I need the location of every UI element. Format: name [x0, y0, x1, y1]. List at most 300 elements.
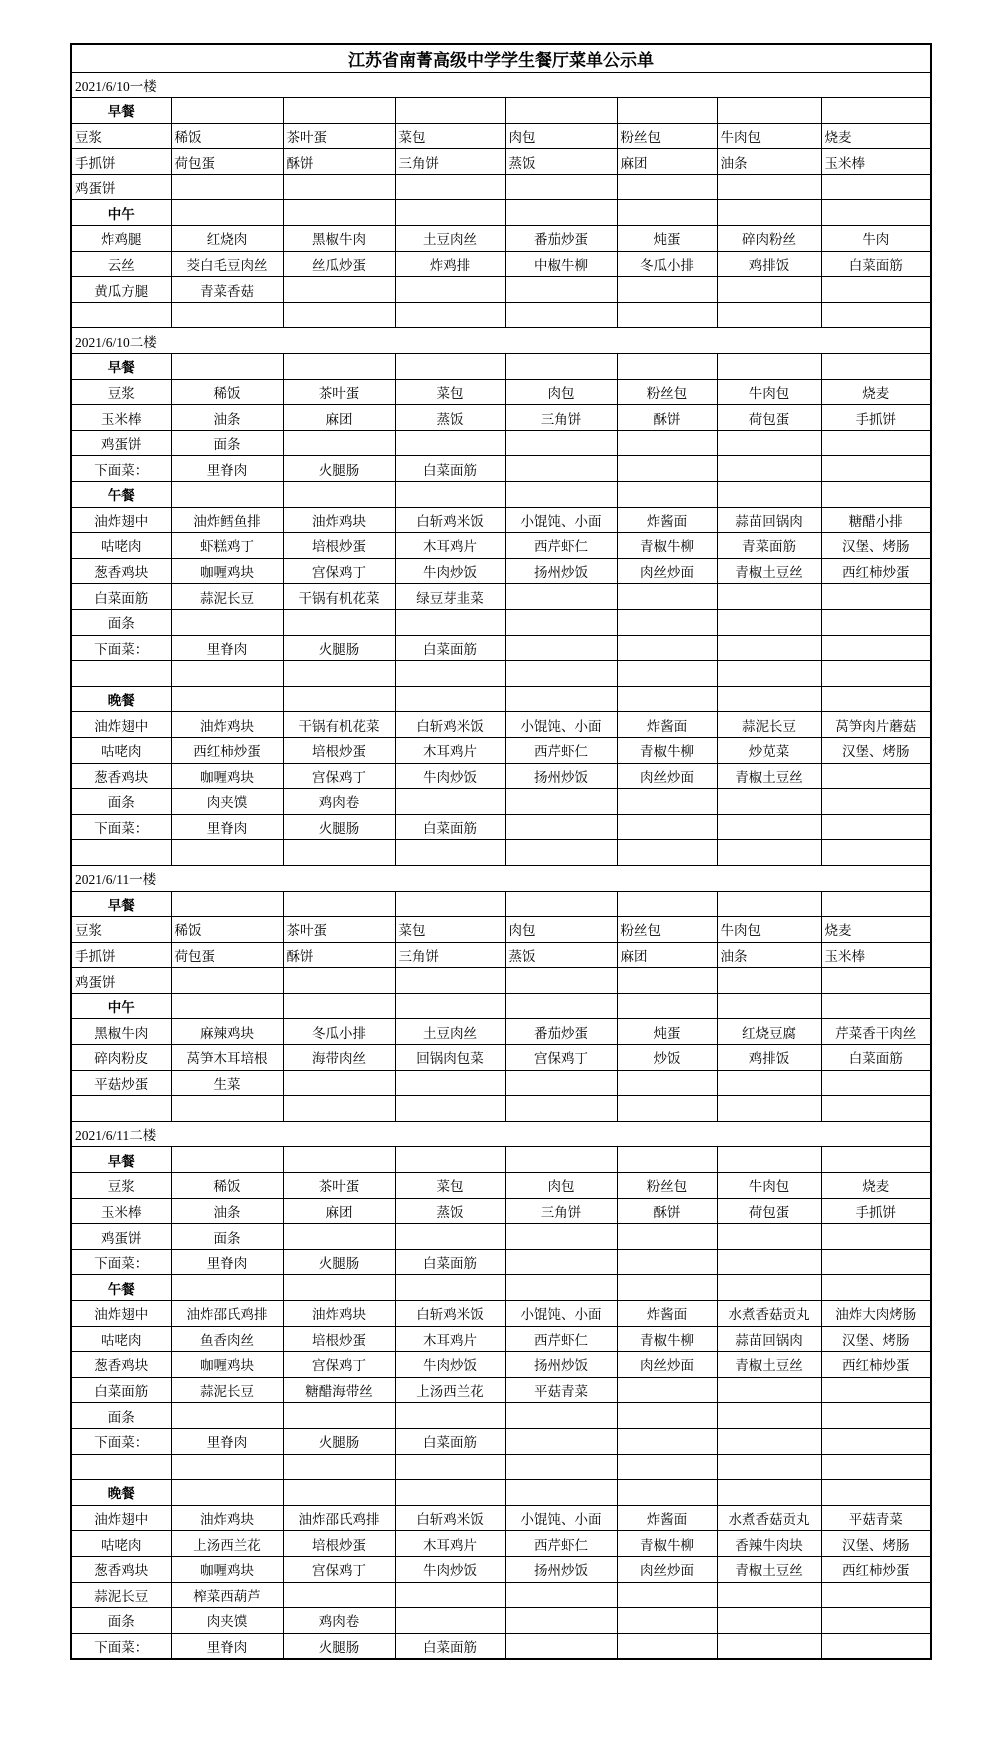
- menu-item-cell: 粉丝包: [617, 379, 717, 405]
- menu-item-cell: 西红柿炒蛋: [821, 558, 931, 584]
- menu-item-cell: 培根炒蛋: [283, 1326, 395, 1352]
- menu-item-cell: 白菜面筋: [395, 1633, 505, 1659]
- menu-item-cell: 手抓饼: [71, 149, 171, 175]
- menu-row: [71, 123, 931, 149]
- empty-cell: [395, 789, 505, 815]
- menu-item-cell: 蒸饭: [505, 149, 617, 175]
- empty-cell: [821, 1275, 931, 1301]
- menu-row: [71, 1301, 931, 1327]
- menu-row: [71, 789, 931, 815]
- menu-row: [71, 1224, 931, 1250]
- menu-item-cell: 木耳鸡片: [395, 737, 505, 763]
- empty-cell: [505, 1480, 617, 1506]
- menu-item-cell: 酥饼: [283, 149, 395, 175]
- menu-item-cell: 汉堡、烤肠: [821, 737, 931, 763]
- empty-cell: [283, 200, 395, 226]
- meal-header-row: [71, 891, 931, 917]
- empty-cell: [283, 430, 395, 456]
- menu-item-cell: 稀饭: [171, 1173, 283, 1199]
- menu-item-cell: 玉米棒: [71, 1198, 171, 1224]
- menu-item-cell: 绿豆芽韭菜: [395, 584, 505, 610]
- empty-cell: [617, 302, 717, 328]
- menu-item-cell: 蒜苗回锅肉: [717, 507, 821, 533]
- empty-cell: [821, 1377, 931, 1403]
- empty-cell: [171, 686, 283, 712]
- menu-row: [71, 1019, 931, 1045]
- empty-cell: [505, 1582, 617, 1608]
- empty-cell: [821, 302, 931, 328]
- menu-row: [71, 1249, 931, 1275]
- empty-cell: [821, 482, 931, 508]
- empty-cell: [717, 584, 821, 610]
- menu-row: [71, 661, 931, 687]
- menu-item-cell: 云丝: [71, 251, 171, 277]
- menu-item-cell: 火腿肠: [283, 1428, 395, 1454]
- menu-item-cell: 白斩鸡米饭: [395, 1505, 505, 1531]
- menu-item-cell: 肉包: [505, 123, 617, 149]
- empty-cell: [617, 584, 717, 610]
- empty-cell: [617, 1147, 717, 1173]
- menu-item-cell: 青菜香菇: [171, 277, 283, 303]
- menu-item-cell: 黑椒牛肉: [71, 1019, 171, 1045]
- empty-cell: [821, 1480, 931, 1506]
- empty-cell: [395, 1403, 505, 1429]
- empty-cell: [505, 1147, 617, 1173]
- empty-cell: [395, 609, 505, 635]
- menu-row: [71, 1326, 931, 1352]
- empty-cell: [395, 174, 505, 200]
- menu-item-cell: 咕咾肉: [71, 1531, 171, 1557]
- menu-item-cell: 下面菜：: [71, 1249, 171, 1275]
- menu-item-cell: 宫保鸡丁: [283, 763, 395, 789]
- empty-cell: [171, 661, 283, 687]
- menu-item-cell: 培根炒蛋: [283, 737, 395, 763]
- date-section-row: [71, 72, 931, 98]
- menu-item-cell: 里脊肉: [171, 1249, 283, 1275]
- menu-item-cell: 茶叶蛋: [283, 123, 395, 149]
- empty-cell: [283, 968, 395, 994]
- menu-item-cell: 上汤西兰花: [171, 1531, 283, 1557]
- empty-cell: [617, 98, 717, 124]
- menu-item-cell: 白菜面筋: [71, 1377, 171, 1403]
- empty-cell: [717, 1096, 821, 1122]
- menu-item-cell: 下面菜：: [71, 456, 171, 482]
- menu-item-cell: 扬州炒饭: [505, 1352, 617, 1378]
- date-section-row: [71, 865, 931, 891]
- empty-cell: [717, 661, 821, 687]
- empty-cell: [821, 1224, 931, 1250]
- empty-cell: [395, 430, 505, 456]
- empty-cell: [617, 200, 717, 226]
- menu-item-cell: 肉丝炒面: [617, 763, 717, 789]
- menu-row: [71, 1608, 931, 1634]
- menu-row: [71, 814, 931, 840]
- menu-item-cell: 菜包: [395, 1173, 505, 1199]
- empty-cell: [717, 1224, 821, 1250]
- menu-item-cell: 蒜泥长豆: [717, 712, 821, 738]
- menu-item-cell: 西芹虾仁: [505, 533, 617, 559]
- empty-cell: [395, 891, 505, 917]
- menu-item-cell: 莴笋木耳培根: [171, 1045, 283, 1071]
- empty-cell: [395, 661, 505, 687]
- menu-item-cell: 牛肉炒饭: [395, 763, 505, 789]
- empty-cell: [821, 1070, 931, 1096]
- menu-item-cell: 青菜面筋: [717, 533, 821, 559]
- menu-row: [71, 737, 931, 763]
- empty-cell: [505, 635, 617, 661]
- empty-cell: [505, 98, 617, 124]
- menu-item-cell: 咖喱鸡块: [171, 1352, 283, 1378]
- menu-row: [71, 635, 931, 661]
- empty-cell: [505, 1608, 617, 1634]
- empty-cell: [617, 1377, 717, 1403]
- empty-cell: [505, 661, 617, 687]
- empty-cell: [283, 609, 395, 635]
- empty-cell: [171, 200, 283, 226]
- menu-item-cell: 三角饼: [505, 405, 617, 431]
- menu-item-cell: 里脊肉: [171, 456, 283, 482]
- menu-row: [71, 405, 931, 431]
- menu-item-cell: 肉丝炒面: [617, 1556, 717, 1582]
- menu-item-cell: 干锅有机花菜: [283, 712, 395, 738]
- empty-cell: [505, 1454, 617, 1480]
- menu-item-cell: 平菇青菜: [505, 1377, 617, 1403]
- menu-item-cell: 牛肉包: [717, 917, 821, 943]
- empty-cell: [283, 277, 395, 303]
- menu-item-cell: 鸡肉卷: [283, 789, 395, 815]
- empty-cell: [821, 993, 931, 1019]
- empty-cell: [171, 174, 283, 200]
- empty-cell: [505, 456, 617, 482]
- empty-cell: [171, 968, 283, 994]
- empty-cell: [171, 354, 283, 380]
- empty-cell: [171, 1480, 283, 1506]
- menu-item-cell: 蒸饭: [505, 942, 617, 968]
- empty-cell: [821, 1428, 931, 1454]
- menu-item-cell: 糖醋海带丝: [283, 1377, 395, 1403]
- empty-cell: [505, 584, 617, 610]
- empty-cell: [717, 968, 821, 994]
- empty-cell: [821, 1147, 931, 1173]
- empty-cell: [617, 1275, 717, 1301]
- menu-item-cell: 火腿肠: [283, 456, 395, 482]
- empty-cell: [717, 302, 821, 328]
- menu-item-cell: 西红柿炒蛋: [171, 737, 283, 763]
- menu-item-cell: 麻团: [283, 405, 395, 431]
- empty-cell: [283, 661, 395, 687]
- empty-cell: [505, 840, 617, 866]
- menu-item-cell: 鸡蛋饼: [71, 174, 171, 200]
- empty-cell: [505, 174, 617, 200]
- menu-item-cell: 玉米棒: [821, 149, 931, 175]
- meal-label: 午餐: [71, 482, 171, 508]
- menu-item-cell: 酥饼: [617, 405, 717, 431]
- empty-cell: [71, 1454, 171, 1480]
- empty-cell: [395, 200, 505, 226]
- empty-cell: [617, 1633, 717, 1659]
- empty-cell: [395, 1582, 505, 1608]
- menu-item-cell: 丝瓜炒蛋: [283, 251, 395, 277]
- empty-cell: [171, 1147, 283, 1173]
- menu-item-cell: 烧麦: [821, 379, 931, 405]
- empty-cell: [395, 840, 505, 866]
- menu-item-cell: 手抓饼: [71, 942, 171, 968]
- empty-cell: [821, 584, 931, 610]
- menu-row: [71, 456, 931, 482]
- empty-cell: [617, 482, 717, 508]
- menu-item-cell: 炸酱面: [617, 1505, 717, 1531]
- menu-item-cell: 肉包: [505, 917, 617, 943]
- menu-row: [71, 1428, 931, 1454]
- menu-item-cell: 荷包蛋: [717, 405, 821, 431]
- empty-cell: [717, 1582, 821, 1608]
- menu-item-cell: 面条: [71, 1403, 171, 1429]
- empty-cell: [71, 840, 171, 866]
- empty-cell: [171, 1403, 283, 1429]
- menu-item-cell: 平菇青菜: [821, 1505, 931, 1531]
- menu-item-cell: 炒苋菜: [717, 737, 821, 763]
- menu-item-cell: 火腿肠: [283, 1633, 395, 1659]
- menu-item-cell: 香辣牛肉块: [717, 1531, 821, 1557]
- menu-row: [71, 1377, 931, 1403]
- empty-cell: [717, 609, 821, 635]
- menu-item-cell: 面条: [171, 1224, 283, 1250]
- empty-cell: [171, 482, 283, 508]
- empty-cell: [171, 891, 283, 917]
- menu-item-cell: 黄瓜方腿: [71, 277, 171, 303]
- menu-item-cell: 青椒牛柳: [617, 1326, 717, 1352]
- menu-item-cell: 西红柿炒蛋: [821, 1352, 931, 1378]
- menu-item-cell: 葱香鸡块: [71, 763, 171, 789]
- menu-row: [71, 584, 931, 610]
- empty-cell: [717, 814, 821, 840]
- menu-item-cell: 三角饼: [505, 1198, 617, 1224]
- menu-row: [71, 1198, 931, 1224]
- menu-item-cell: 青椒牛柳: [617, 533, 717, 559]
- empty-cell: [505, 354, 617, 380]
- section-date-label: 2021/6/10二楼: [71, 328, 931, 354]
- menu-item-cell: 白斩鸡米饭: [395, 712, 505, 738]
- menu-item-cell: 酥饼: [617, 1198, 717, 1224]
- menu-item-cell: 稀饭: [171, 917, 283, 943]
- menu-item-cell: 咖喱鸡块: [171, 763, 283, 789]
- menu-item-cell: 青椒土豆丝: [717, 558, 821, 584]
- menu-row: [71, 277, 931, 303]
- menu-row: [71, 1531, 931, 1557]
- menu-item-cell: 肉丝炒面: [617, 1352, 717, 1378]
- menu-item-cell: 牛肉炒饭: [395, 558, 505, 584]
- menu-item-cell: 油条: [171, 405, 283, 431]
- empty-cell: [821, 635, 931, 661]
- meal-label: 早餐: [71, 354, 171, 380]
- empty-cell: [617, 456, 717, 482]
- empty-cell: [617, 1224, 717, 1250]
- empty-cell: [717, 635, 821, 661]
- menu-item-cell: 鸡排饭: [717, 1045, 821, 1071]
- empty-cell: [717, 1608, 821, 1634]
- empty-cell: [171, 1454, 283, 1480]
- empty-cell: [617, 1070, 717, 1096]
- menu-item-cell: 菜包: [395, 379, 505, 405]
- menu-item-cell: 豆浆: [71, 123, 171, 149]
- empty-cell: [617, 1454, 717, 1480]
- empty-cell: [283, 1275, 395, 1301]
- meal-header-row: [71, 1147, 931, 1173]
- empty-cell: [717, 430, 821, 456]
- empty-cell: [505, 968, 617, 994]
- menu-item-cell: 培根炒蛋: [283, 1531, 395, 1557]
- menu-item-cell: 汉堡、烤肠: [821, 533, 931, 559]
- menu-item-cell: 火腿肠: [283, 635, 395, 661]
- menu-item-cell: 莴笋肉片蘑菇: [821, 712, 931, 738]
- menu-item-cell: 面条: [171, 430, 283, 456]
- empty-cell: [821, 1249, 931, 1275]
- empty-cell: [821, 354, 931, 380]
- empty-cell: [283, 1582, 395, 1608]
- empty-cell: [717, 993, 821, 1019]
- menu-item-cell: 木耳鸡片: [395, 1326, 505, 1352]
- empty-cell: [505, 1096, 617, 1122]
- menu-item-cell: 牛肉: [821, 226, 931, 252]
- menu-item-cell: 白菜面筋: [821, 1045, 931, 1071]
- menu-item-cell: 手抓饼: [821, 1198, 931, 1224]
- menu-item-cell: 小馄饨、小面: [505, 1505, 617, 1531]
- menu-item-cell: 碎肉粉皮: [71, 1045, 171, 1071]
- empty-cell: [395, 1275, 505, 1301]
- menu-item-cell: 油炸邵氏鸡排: [283, 1505, 395, 1531]
- menu-item-cell: 白菜面筋: [395, 1249, 505, 1275]
- menu-item-cell: 鸡排饭: [717, 251, 821, 277]
- empty-cell: [171, 993, 283, 1019]
- title-row: [71, 44, 931, 72]
- menu-item-cell: 下面菜：: [71, 814, 171, 840]
- menu-item-cell: 菜包: [395, 123, 505, 149]
- menu-item-cell: 油炸翅中: [71, 1505, 171, 1531]
- empty-cell: [717, 1070, 821, 1096]
- menu-row: [71, 1403, 931, 1429]
- menu-item-cell: 小馄饨、小面: [505, 507, 617, 533]
- menu-item-cell: 牛肉包: [717, 123, 821, 149]
- empty-cell: [395, 1224, 505, 1250]
- menu-item-cell: 粉丝包: [617, 917, 717, 943]
- empty-cell: [717, 1633, 821, 1659]
- menu-row: [71, 712, 931, 738]
- empty-cell: [717, 1377, 821, 1403]
- empty-cell: [821, 891, 931, 917]
- meal-label: 早餐: [71, 1147, 171, 1173]
- menu-item-cell: 面条: [71, 1608, 171, 1634]
- menu-item-cell: 宫保鸡丁: [283, 1556, 395, 1582]
- empty-cell: [821, 661, 931, 687]
- menu-item-cell: 炸鸡腿: [71, 226, 171, 252]
- menu-item-cell: 三角饼: [395, 149, 505, 175]
- meal-header-row: [71, 98, 931, 124]
- empty-cell: [505, 814, 617, 840]
- menu-item-cell: 咕咾肉: [71, 737, 171, 763]
- empty-cell: [171, 302, 283, 328]
- empty-cell: [821, 1582, 931, 1608]
- menu-row: [71, 174, 931, 200]
- meal-label: 早餐: [71, 891, 171, 917]
- empty-cell: [717, 174, 821, 200]
- empty-cell: [283, 891, 395, 917]
- empty-cell: [821, 814, 931, 840]
- empty-cell: [395, 98, 505, 124]
- menu-row: [71, 942, 931, 968]
- menu-row: [71, 1454, 931, 1480]
- menu-item-cell: 咖喱鸡块: [171, 558, 283, 584]
- empty-cell: [505, 993, 617, 1019]
- empty-cell: [617, 1480, 717, 1506]
- empty-cell: [717, 1428, 821, 1454]
- menu-item-cell: 麻团: [617, 942, 717, 968]
- menu-item-cell: 肉丝炒面: [617, 558, 717, 584]
- empty-cell: [71, 302, 171, 328]
- menu-item-cell: 下面菜：: [71, 635, 171, 661]
- menu-item-cell: 下面菜：: [71, 1633, 171, 1659]
- menu-row: [71, 1352, 931, 1378]
- empty-cell: [617, 1428, 717, 1454]
- empty-cell: [283, 482, 395, 508]
- empty-cell: [717, 456, 821, 482]
- menu-item-cell: 炖蛋: [617, 1019, 717, 1045]
- empty-cell: [617, 1582, 717, 1608]
- menu-row: [71, 226, 931, 252]
- menu-item-cell: 牛肉包: [717, 1173, 821, 1199]
- menu-item-cell: 稀饭: [171, 379, 283, 405]
- empty-cell: [283, 686, 395, 712]
- menu-item-cell: 牛肉炒饭: [395, 1556, 505, 1582]
- empty-cell: [821, 456, 931, 482]
- menu-item-cell: 黑椒牛肉: [283, 226, 395, 252]
- menu-item-cell: 中椒牛柳: [505, 251, 617, 277]
- menu-row: [71, 379, 931, 405]
- meal-header-row: [71, 686, 931, 712]
- menu-item-cell: 白菜面筋: [395, 1428, 505, 1454]
- menu-item-cell: 茭白毛豆肉丝: [171, 251, 283, 277]
- empty-cell: [617, 789, 717, 815]
- menu-item-cell: 烧麦: [821, 917, 931, 943]
- empty-cell: [395, 354, 505, 380]
- menu-item-cell: 西红柿炒蛋: [821, 1556, 931, 1582]
- menu-item-cell: 豆浆: [71, 1173, 171, 1199]
- empty-cell: [395, 1454, 505, 1480]
- empty-cell: [505, 482, 617, 508]
- menu-item-cell: 青椒土豆丝: [717, 763, 821, 789]
- menu-item-cell: 麻团: [617, 149, 717, 175]
- empty-cell: [505, 302, 617, 328]
- empty-cell: [617, 1403, 717, 1429]
- empty-cell: [617, 1249, 717, 1275]
- menu-item-cell: 玉米棒: [821, 942, 931, 968]
- menu-item-cell: 青椒牛柳: [617, 737, 717, 763]
- menu-item-cell: 三角饼: [395, 942, 505, 968]
- menu-item-cell: 白斩鸡米饭: [395, 1301, 505, 1327]
- menu-item-cell: 油炸鸡块: [283, 507, 395, 533]
- empty-cell: [171, 98, 283, 124]
- menu-item-cell: 小馄饨、小面: [505, 712, 617, 738]
- menu-item-cell: 鱼香肉丝: [171, 1326, 283, 1352]
- menu-item-cell: 西芹虾仁: [505, 1326, 617, 1352]
- meal-header-row: [71, 482, 931, 508]
- empty-cell: [505, 686, 617, 712]
- menu-item-cell: 汉堡、烤肠: [821, 1531, 931, 1557]
- menu-item-cell: 玉米棒: [71, 405, 171, 431]
- menu-row: [71, 1556, 931, 1582]
- menu-row: [71, 763, 931, 789]
- empty-cell: [283, 1403, 395, 1429]
- menu-item-cell: 青椒土豆丝: [717, 1352, 821, 1378]
